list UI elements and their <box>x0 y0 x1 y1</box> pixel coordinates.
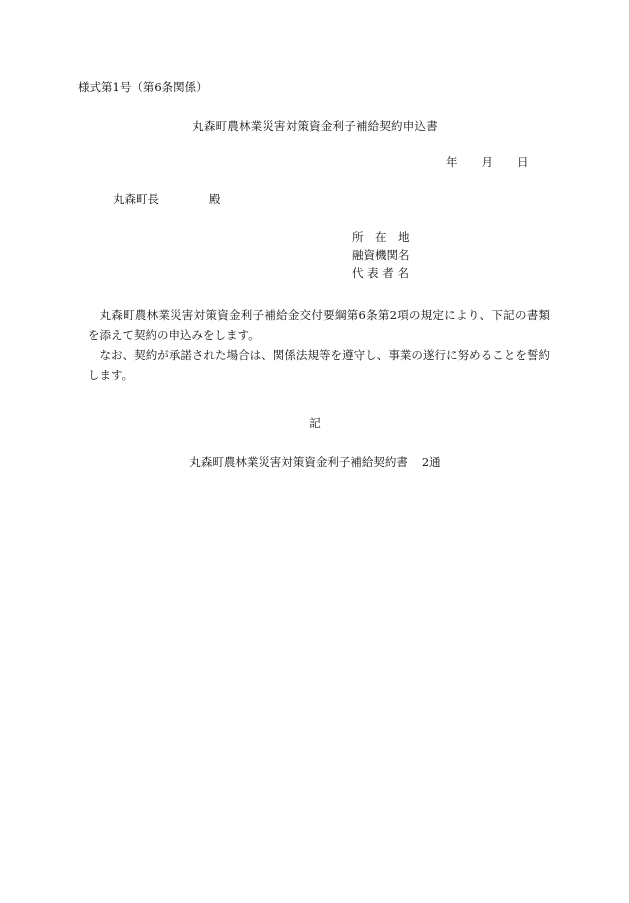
address-label: 所 在 地 <box>352 230 410 244</box>
addressee <box>113 194 221 206</box>
representative-label: 代 表 者 名 <box>352 266 409 280</box>
body-text <box>88 305 550 385</box>
date-line <box>446 157 529 169</box>
attachment-document: 丸森町農林業災害対策資金利子補給契約書 <box>189 455 408 469</box>
body-paragraph-1: 丸森町農林業災害対策資金利子補給金交付要綱第6条第2項の規定により、下記の書類を添えて契約の申込みをします。 <box>88 308 550 342</box>
attachment-count: 2通 <box>421 455 441 469</box>
applicant-block <box>352 232 410 286</box>
date-day-label: 日 <box>517 155 529 169</box>
ki-heading: 記 <box>309 416 321 430</box>
date-year-label: 年 <box>446 155 458 169</box>
addressee-name: 丸森町長 <box>113 192 159 206</box>
institution-label: 融資機関名 <box>352 248 410 262</box>
form-number: 様式第1号（第6条関係） <box>78 80 208 94</box>
date-month-label: 月 <box>481 155 493 169</box>
addressee-honorific: 殿 <box>209 192 221 206</box>
attachment-line <box>0 457 630 469</box>
body-paragraph-2: なお、契約が承諾された場合は、関係法規等を遵守し、事業の遂行に努めることを誓約します。 <box>88 348 550 382</box>
document-title: 丸森町農林業災害対策資金利子補給契約申込書 <box>192 119 438 133</box>
